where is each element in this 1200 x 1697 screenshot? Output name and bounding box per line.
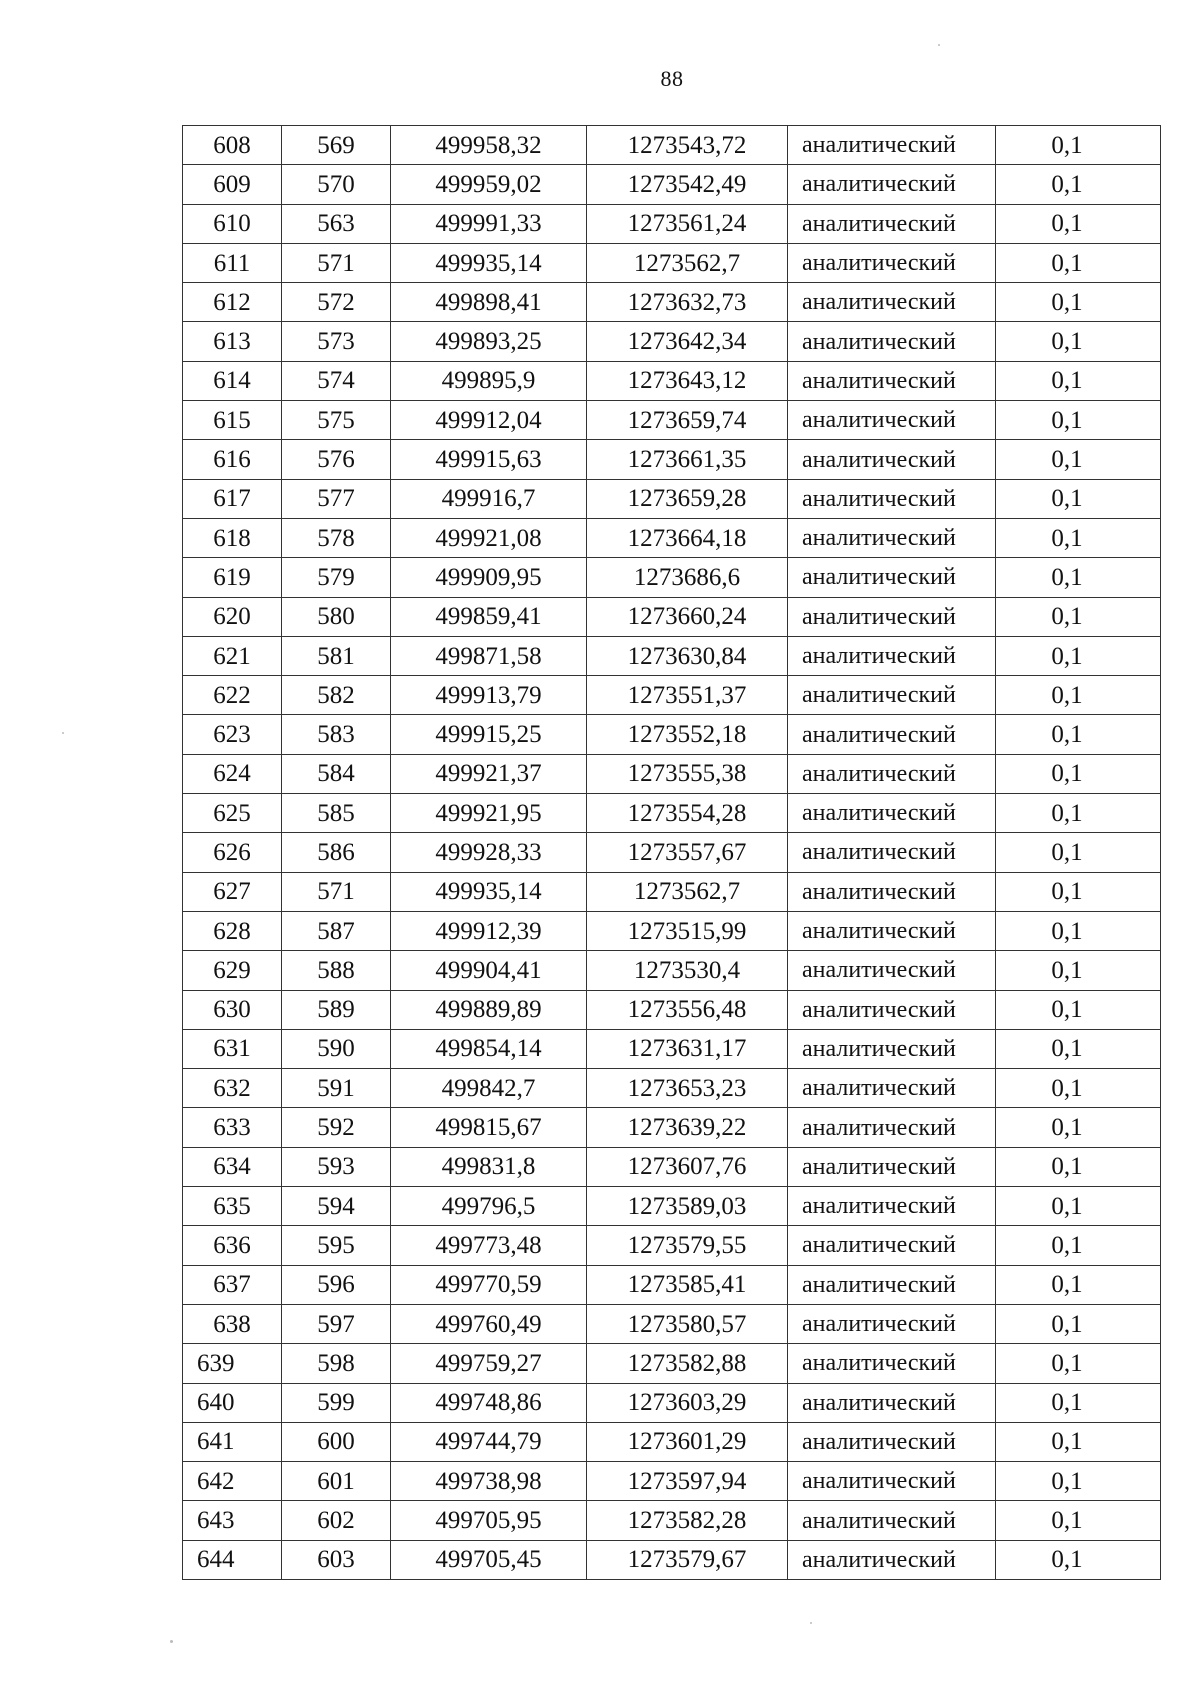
table-row	[183, 1029, 1161, 1068]
cell-accuracy: 0,1	[996, 833, 1161, 872]
table-row	[183, 597, 1161, 636]
cell-method: аналитический	[788, 1501, 996, 1540]
cell-accuracy: 0,1	[996, 1501, 1161, 1540]
cell-method: аналитический	[788, 1422, 996, 1461]
table-row	[183, 283, 1161, 322]
cell-x-coordinate: 499915,63	[391, 440, 587, 479]
cell-y-coordinate: 1273579,67	[587, 1540, 788, 1579]
table-row	[183, 911, 1161, 950]
cell-row-number: 618	[183, 518, 282, 557]
cell-accuracy: 0,1	[996, 361, 1161, 400]
cell-row-number: 609	[183, 165, 282, 204]
cell-method: аналитический	[788, 676, 996, 715]
cell-accuracy: 0,1	[996, 1304, 1161, 1343]
cell-point-number: 571	[282, 243, 391, 282]
cell-row-number: 630	[183, 990, 282, 1029]
cell-y-coordinate: 1273643,12	[587, 361, 788, 400]
cell-method: аналитический	[788, 715, 996, 754]
cell-point-number: 594	[282, 1187, 391, 1226]
cell-row-number: 612	[183, 283, 282, 322]
cell-point-number: 569	[282, 126, 391, 165]
cell-row-number: 619	[183, 558, 282, 597]
cell-point-number: 578	[282, 518, 391, 557]
cell-row-number: 622	[183, 676, 282, 715]
cell-point-number: 600	[282, 1422, 391, 1461]
cell-accuracy: 0,1	[996, 1069, 1161, 1108]
cell-row-number: 624	[183, 754, 282, 793]
cell-x-coordinate: 499915,25	[391, 715, 587, 754]
cell-method: аналитический	[788, 1108, 996, 1147]
cell-row-number: 610	[183, 204, 282, 243]
cell-y-coordinate: 1273542,49	[587, 165, 788, 204]
cell-x-coordinate: 499909,95	[391, 558, 587, 597]
table-row	[183, 361, 1161, 400]
cell-point-number: 601	[282, 1462, 391, 1501]
cell-y-coordinate: 1273580,57	[587, 1304, 788, 1343]
cell-row-number: 644	[183, 1540, 282, 1579]
table-row	[183, 794, 1161, 833]
cell-y-coordinate: 1273515,99	[587, 911, 788, 950]
cell-accuracy: 0,1	[996, 243, 1161, 282]
cell-point-number: 587	[282, 911, 391, 950]
table-row	[183, 126, 1161, 165]
cell-accuracy: 0,1	[996, 1422, 1161, 1461]
cell-row-number: 614	[183, 361, 282, 400]
cell-row-number: 620	[183, 597, 282, 636]
cell-y-coordinate: 1273579,55	[587, 1226, 788, 1265]
cell-x-coordinate: 499854,14	[391, 1029, 587, 1068]
cell-x-coordinate: 499921,37	[391, 754, 587, 793]
table-row	[183, 479, 1161, 518]
cell-y-coordinate: 1273582,88	[587, 1344, 788, 1383]
cell-accuracy: 0,1	[996, 1540, 1161, 1579]
cell-row-number: 636	[183, 1226, 282, 1265]
cell-point-number: 571	[282, 872, 391, 911]
cell-point-number: 572	[282, 283, 391, 322]
table-row	[183, 951, 1161, 990]
table-row	[183, 322, 1161, 361]
cell-x-coordinate: 499921,08	[391, 518, 587, 557]
cell-x-coordinate: 499744,79	[391, 1422, 587, 1461]
cell-y-coordinate: 1273561,24	[587, 204, 788, 243]
cell-y-coordinate: 1273603,29	[587, 1383, 788, 1422]
cell-x-coordinate: 499921,95	[391, 794, 587, 833]
cell-row-number: 616	[183, 440, 282, 479]
table-row	[183, 715, 1161, 754]
cell-x-coordinate: 499705,45	[391, 1540, 587, 1579]
table-row	[183, 518, 1161, 557]
cell-x-coordinate: 499815,67	[391, 1108, 587, 1147]
cell-row-number: 629	[183, 951, 282, 990]
cell-x-coordinate: 499760,49	[391, 1304, 587, 1343]
cell-y-coordinate: 1273653,23	[587, 1069, 788, 1108]
cell-point-number: 583	[282, 715, 391, 754]
cell-y-coordinate: 1273686,6	[587, 558, 788, 597]
cell-x-coordinate: 499959,02	[391, 165, 587, 204]
cell-row-number: 615	[183, 401, 282, 440]
table-row	[183, 1265, 1161, 1304]
cell-x-coordinate: 499913,79	[391, 676, 587, 715]
cell-row-number: 625	[183, 794, 282, 833]
cell-method: аналитический	[788, 597, 996, 636]
cell-point-number: 573	[282, 322, 391, 361]
cell-accuracy: 0,1	[996, 911, 1161, 950]
cell-row-number: 626	[183, 833, 282, 872]
cell-y-coordinate: 1273562,7	[587, 872, 788, 911]
cell-point-number: 584	[282, 754, 391, 793]
table-row	[183, 1501, 1161, 1540]
cell-row-number: 640	[183, 1383, 282, 1422]
cell-point-number: 579	[282, 558, 391, 597]
cell-x-coordinate: 499895,9	[391, 361, 587, 400]
cell-accuracy: 0,1	[996, 1462, 1161, 1501]
cell-y-coordinate: 1273589,03	[587, 1187, 788, 1226]
cell-accuracy: 0,1	[996, 1147, 1161, 1186]
cell-method: аналитический	[788, 1029, 996, 1068]
table-row	[183, 676, 1161, 715]
cell-x-coordinate: 499705,95	[391, 1501, 587, 1540]
table-row	[183, 243, 1161, 282]
cell-accuracy: 0,1	[996, 1226, 1161, 1265]
scan-speck	[170, 1640, 173, 1643]
cell-method: аналитический	[788, 794, 996, 833]
cell-method: аналитический	[788, 126, 996, 165]
table-row	[183, 165, 1161, 204]
table-row	[183, 636, 1161, 675]
cell-method: аналитический	[788, 1304, 996, 1343]
cell-x-coordinate: 499991,33	[391, 204, 587, 243]
coordinates-table-body	[183, 126, 1161, 1580]
cell-accuracy: 0,1	[996, 440, 1161, 479]
cell-y-coordinate: 1273552,18	[587, 715, 788, 754]
cell-accuracy: 0,1	[996, 715, 1161, 754]
cell-method: аналитический	[788, 1540, 996, 1579]
cell-x-coordinate: 499842,7	[391, 1069, 587, 1108]
cell-row-number: 632	[183, 1069, 282, 1108]
cell-row-number: 627	[183, 872, 282, 911]
cell-point-number: 597	[282, 1304, 391, 1343]
cell-row-number: 638	[183, 1304, 282, 1343]
cell-accuracy: 0,1	[996, 636, 1161, 675]
cell-y-coordinate: 1273543,72	[587, 126, 788, 165]
cell-y-coordinate: 1273607,76	[587, 1147, 788, 1186]
cell-x-coordinate: 499904,41	[391, 951, 587, 990]
cell-row-number: 608	[183, 126, 282, 165]
cell-method: аналитический	[788, 951, 996, 990]
cell-y-coordinate: 1273659,28	[587, 479, 788, 518]
cell-x-coordinate: 499898,41	[391, 283, 587, 322]
table-row	[183, 1187, 1161, 1226]
table-row	[183, 1422, 1161, 1461]
cell-method: аналитический	[788, 872, 996, 911]
cell-point-number: 595	[282, 1226, 391, 1265]
cell-y-coordinate: 1273661,35	[587, 440, 788, 479]
cell-point-number: 596	[282, 1265, 391, 1304]
cell-point-number: 574	[282, 361, 391, 400]
cell-point-number: 592	[282, 1108, 391, 1147]
cell-y-coordinate: 1273530,4	[587, 951, 788, 990]
cell-method: аналитический	[788, 1226, 996, 1265]
table-row	[183, 833, 1161, 872]
cell-row-number: 617	[183, 479, 282, 518]
cell-y-coordinate: 1273585,41	[587, 1265, 788, 1304]
page-number: 88	[660, 66, 684, 91]
cell-accuracy: 0,1	[996, 322, 1161, 361]
cell-x-coordinate: 499773,48	[391, 1226, 587, 1265]
cell-method: аналитический	[788, 440, 996, 479]
cell-x-coordinate: 499859,41	[391, 597, 587, 636]
cell-row-number: 613	[183, 322, 282, 361]
cell-accuracy: 0,1	[996, 1187, 1161, 1226]
table-row	[183, 1108, 1161, 1147]
table-row	[183, 204, 1161, 243]
cell-y-coordinate: 1273554,28	[587, 794, 788, 833]
cell-accuracy: 0,1	[996, 1383, 1161, 1422]
coordinates-table	[182, 125, 1161, 1580]
cell-row-number: 641	[183, 1422, 282, 1461]
cell-row-number: 635	[183, 1187, 282, 1226]
cell-point-number: 580	[282, 597, 391, 636]
table-row	[183, 558, 1161, 597]
cell-method: аналитический	[788, 636, 996, 675]
cell-point-number: 593	[282, 1147, 391, 1186]
cell-y-coordinate: 1273555,38	[587, 754, 788, 793]
cell-row-number: 634	[183, 1147, 282, 1186]
cell-point-number: 591	[282, 1069, 391, 1108]
table-row	[183, 440, 1161, 479]
table-row	[183, 1462, 1161, 1501]
table-row	[183, 1069, 1161, 1108]
cell-x-coordinate: 499738,98	[391, 1462, 587, 1501]
cell-accuracy: 0,1	[996, 1344, 1161, 1383]
cell-accuracy: 0,1	[996, 1029, 1161, 1068]
cell-method: аналитический	[788, 911, 996, 950]
cell-point-number: 599	[282, 1383, 391, 1422]
cell-point-number: 575	[282, 401, 391, 440]
cell-y-coordinate: 1273664,18	[587, 518, 788, 557]
cell-accuracy: 0,1	[996, 872, 1161, 911]
cell-row-number: 633	[183, 1108, 282, 1147]
cell-accuracy: 0,1	[996, 165, 1161, 204]
cell-accuracy: 0,1	[996, 990, 1161, 1029]
cell-row-number: 643	[183, 1501, 282, 1540]
cell-point-number: 598	[282, 1344, 391, 1383]
cell-accuracy: 0,1	[996, 204, 1161, 243]
table-row	[183, 401, 1161, 440]
table-row	[183, 1383, 1161, 1422]
cell-y-coordinate: 1273601,29	[587, 1422, 788, 1461]
cell-method: аналитический	[788, 1383, 996, 1422]
cell-point-number: 590	[282, 1029, 391, 1068]
cell-row-number: 611	[183, 243, 282, 282]
cell-point-number: 570	[282, 165, 391, 204]
scan-speck	[62, 732, 64, 734]
cell-method: аналитический	[788, 204, 996, 243]
cell-method: аналитический	[788, 361, 996, 400]
cell-method: аналитический	[788, 558, 996, 597]
cell-accuracy: 0,1	[996, 479, 1161, 518]
cell-method: аналитический	[788, 479, 996, 518]
cell-point-number: 588	[282, 951, 391, 990]
cell-x-coordinate: 499759,27	[391, 1344, 587, 1383]
cell-row-number: 631	[183, 1029, 282, 1068]
cell-x-coordinate: 499928,33	[391, 833, 587, 872]
cell-accuracy: 0,1	[996, 951, 1161, 990]
table-row	[183, 1540, 1161, 1579]
cell-accuracy: 0,1	[996, 794, 1161, 833]
cell-x-coordinate: 499889,89	[391, 990, 587, 1029]
cell-point-number: 582	[282, 676, 391, 715]
cell-accuracy: 0,1	[996, 1108, 1161, 1147]
cell-point-number: 563	[282, 204, 391, 243]
scan-speck	[810, 1622, 812, 1624]
cell-accuracy: 0,1	[996, 597, 1161, 636]
table-row	[183, 1147, 1161, 1186]
cell-x-coordinate: 499935,14	[391, 243, 587, 282]
cell-x-coordinate: 499893,25	[391, 322, 587, 361]
cell-accuracy: 0,1	[996, 754, 1161, 793]
cell-x-coordinate: 499831,8	[391, 1147, 587, 1186]
cell-row-number: 623	[183, 715, 282, 754]
cell-y-coordinate: 1273639,22	[587, 1108, 788, 1147]
cell-method: аналитический	[788, 401, 996, 440]
cell-y-coordinate: 1273631,17	[587, 1029, 788, 1068]
cell-x-coordinate: 499796,5	[391, 1187, 587, 1226]
cell-y-coordinate: 1273632,73	[587, 283, 788, 322]
cell-method: аналитический	[788, 518, 996, 557]
cell-method: аналитический	[788, 322, 996, 361]
cell-point-number: 576	[282, 440, 391, 479]
cell-x-coordinate: 499935,14	[391, 872, 587, 911]
cell-accuracy: 0,1	[996, 676, 1161, 715]
cell-x-coordinate: 499912,04	[391, 401, 587, 440]
cell-y-coordinate: 1273556,48	[587, 990, 788, 1029]
cell-method: аналитический	[788, 1462, 996, 1501]
table-row	[183, 1344, 1161, 1383]
scan-speck	[938, 44, 940, 46]
cell-y-coordinate: 1273597,94	[587, 1462, 788, 1501]
cell-y-coordinate: 1273659,74	[587, 401, 788, 440]
cell-point-number: 585	[282, 794, 391, 833]
cell-method: аналитический	[788, 1147, 996, 1186]
cell-method: аналитический	[788, 165, 996, 204]
cell-method: аналитический	[788, 990, 996, 1029]
cell-y-coordinate: 1273642,34	[587, 322, 788, 361]
cell-y-coordinate: 1273551,37	[587, 676, 788, 715]
cell-point-number: 586	[282, 833, 391, 872]
cell-x-coordinate: 499916,7	[391, 479, 587, 518]
cell-method: аналитический	[788, 1187, 996, 1226]
cell-point-number: 581	[282, 636, 391, 675]
cell-method: аналитический	[788, 243, 996, 282]
cell-y-coordinate: 1273582,28	[587, 1501, 788, 1540]
cell-accuracy: 0,1	[996, 518, 1161, 557]
table-row	[183, 872, 1161, 911]
cell-point-number: 577	[282, 479, 391, 518]
cell-method: аналитический	[788, 283, 996, 322]
table-row	[183, 1304, 1161, 1343]
cell-point-number: 589	[282, 990, 391, 1029]
cell-method: аналитический	[788, 1069, 996, 1108]
cell-row-number: 637	[183, 1265, 282, 1304]
cell-point-number: 602	[282, 1501, 391, 1540]
table-row	[183, 754, 1161, 793]
cell-accuracy: 0,1	[996, 558, 1161, 597]
cell-x-coordinate: 499958,32	[391, 126, 587, 165]
cell-accuracy: 0,1	[996, 401, 1161, 440]
cell-y-coordinate: 1273630,84	[587, 636, 788, 675]
cell-method: аналитический	[788, 1265, 996, 1304]
cell-y-coordinate: 1273557,67	[587, 833, 788, 872]
cell-x-coordinate: 499770,59	[391, 1265, 587, 1304]
table-row	[183, 1226, 1161, 1265]
cell-x-coordinate: 499748,86	[391, 1383, 587, 1422]
cell-method: аналитический	[788, 1344, 996, 1383]
cell-accuracy: 0,1	[996, 126, 1161, 165]
cell-y-coordinate: 1273660,24	[587, 597, 788, 636]
cell-method: аналитический	[788, 754, 996, 793]
cell-accuracy: 0,1	[996, 283, 1161, 322]
cell-x-coordinate: 499871,58	[391, 636, 587, 675]
cell-row-number: 642	[183, 1462, 282, 1501]
cell-accuracy: 0,1	[996, 1265, 1161, 1304]
cell-row-number: 628	[183, 911, 282, 950]
cell-x-coordinate: 499912,39	[391, 911, 587, 950]
cell-row-number: 639	[183, 1344, 282, 1383]
cell-method: аналитический	[788, 833, 996, 872]
cell-y-coordinate: 1273562,7	[587, 243, 788, 282]
table-row	[183, 990, 1161, 1029]
cell-point-number: 603	[282, 1540, 391, 1579]
cell-row-number: 621	[183, 636, 282, 675]
